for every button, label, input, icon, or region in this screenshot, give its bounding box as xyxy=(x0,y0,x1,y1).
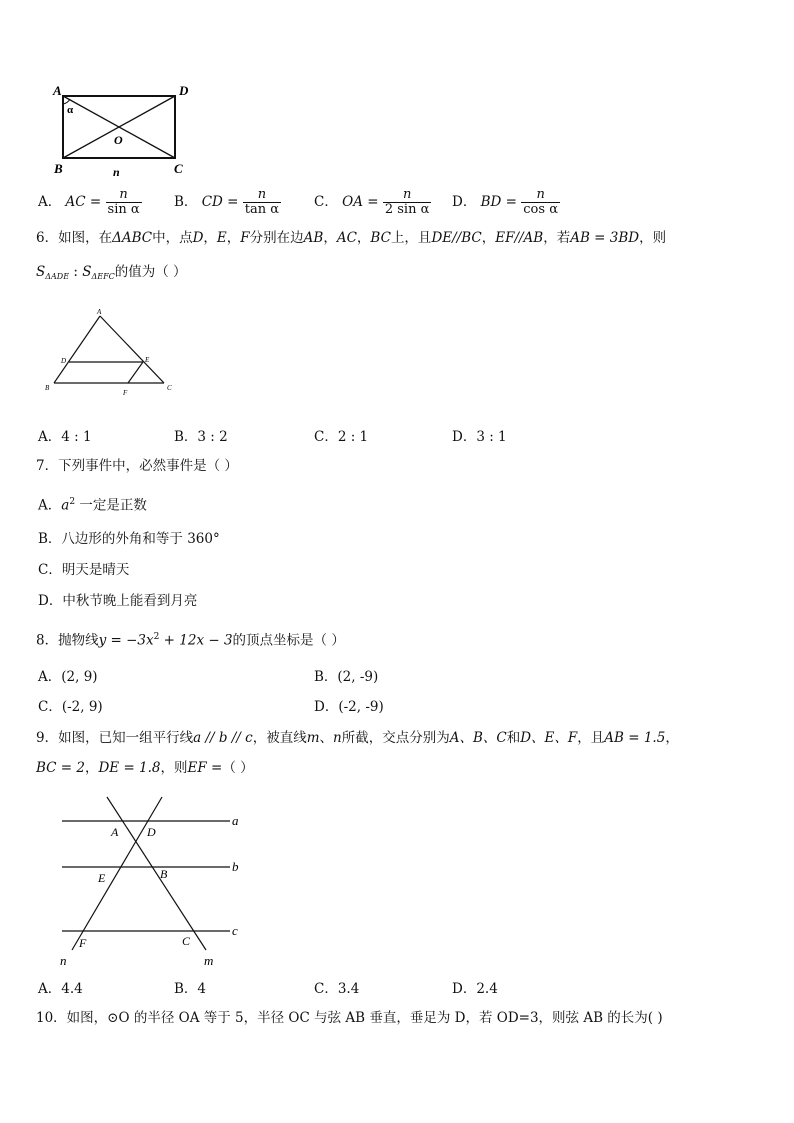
q5-option-b-lhs: CD = xyxy=(201,194,239,210)
q6-cond-de-bc: DE//BC xyxy=(431,230,482,246)
q6-label-E: E xyxy=(145,356,150,364)
q9-bc-value: BC = 2 xyxy=(36,760,85,776)
q5-option-b xyxy=(174,188,281,217)
q5-label-alpha: α xyxy=(67,104,74,116)
q9-line-m: m xyxy=(306,730,320,746)
q7-option-c: C．明天是晴天 xyxy=(38,562,130,578)
q6-side-bc: BC xyxy=(370,230,391,246)
q9-text-e: 和 xyxy=(506,730,521,746)
q6-option-d: D．3 : 1 xyxy=(452,429,507,445)
q6-comma1: ， xyxy=(203,230,217,246)
q6-comma2: ， xyxy=(226,230,241,246)
q6-cond-ef-ab: EF//AB xyxy=(495,230,544,246)
q9-option-b: B．4 xyxy=(174,981,207,997)
q9-label-D: D xyxy=(147,825,156,839)
q6-option-b: B．3 : 2 xyxy=(174,429,228,445)
q10-stem: 10．如图，⊙O 的半径 OA 等于 5，半径 OC 与弦 AB 垂直，垂足为 D，若 OD=3，则弦 AB 的长为( ) xyxy=(36,1010,663,1026)
q9-ef-expr: EF = xyxy=(187,760,223,776)
q8-option-d: D．(-2, -9) xyxy=(314,699,384,715)
q7-option-a-text: 一定是正数 xyxy=(75,497,147,514)
q5-option-d-fraction xyxy=(521,188,560,217)
q9-label-a: a xyxy=(232,813,239,828)
q6-label-D: D xyxy=(61,357,67,365)
q6-area-s1-sub: ΔADE xyxy=(45,272,70,281)
q9-text-i: ，则 xyxy=(160,760,188,776)
q5-option-a-lhs: AC = xyxy=(65,194,102,210)
q9-label-m: m xyxy=(204,953,214,968)
q9-label-F: F xyxy=(79,936,87,950)
q5-label-A: A xyxy=(53,83,62,98)
q9-option-c: C．3.4 xyxy=(314,981,360,997)
q9-text-b: ，被直线 xyxy=(252,730,307,746)
q5-option-a-fraction xyxy=(106,188,142,217)
q7-stem: 7．下列事件中，必然事件是（ ） xyxy=(36,458,238,474)
q9-label-c: c xyxy=(232,923,238,938)
q5-label-n: n xyxy=(113,165,120,179)
q6-cond-ab-3bd: AB = 3BD xyxy=(570,230,640,246)
q6-label-B: B xyxy=(45,384,50,392)
q6-text-d: 上，且 xyxy=(390,230,432,246)
q5-option-c-letter: C． xyxy=(314,194,338,210)
q7-option-d: D．中秋节晚上能看到月亮 xyxy=(38,593,198,609)
q9-points-abc: A、B、C xyxy=(449,730,507,746)
q5-rectangle-figure xyxy=(48,80,228,180)
q5-label-B: B xyxy=(54,161,63,176)
q5-option-d-letter: D． xyxy=(452,194,477,210)
q6-text-line2: 的值为（ ） xyxy=(114,264,187,280)
q5-option-d xyxy=(452,188,560,217)
q7-option-a-letter: A． xyxy=(38,497,62,514)
q8-equation-part2: + 12x − 3 xyxy=(159,632,233,649)
q6-point-f: F xyxy=(240,230,250,246)
q6-ratio-colon: : xyxy=(69,264,83,280)
q8-equation-exp: 2 xyxy=(153,632,160,642)
q5-option-b-letter: B． xyxy=(174,194,198,210)
q6-label-A: A xyxy=(97,308,102,316)
q9-label-b: b xyxy=(232,859,239,874)
q8-text-pre: 8．抛物线 xyxy=(36,632,99,649)
q9-parallel-lines-figure xyxy=(50,792,250,972)
q5-option-b-fraction xyxy=(243,188,281,217)
q5-option-a-num: n xyxy=(106,188,142,203)
q7-option-a-var: a xyxy=(61,497,70,514)
q6-stem-line1 xyxy=(36,229,666,247)
q8-equation-part1: y = −3x xyxy=(98,632,154,649)
q5-option-a-letter: A． xyxy=(38,194,62,210)
q6-point-e: E xyxy=(216,230,227,246)
q6-label-F: F xyxy=(123,389,128,397)
q9-points-def: D、E、F xyxy=(520,730,578,746)
q5-option-a xyxy=(38,188,142,217)
q8-option-b: B．(2, -9) xyxy=(314,669,379,685)
q6-label-C: C xyxy=(167,384,172,392)
q6-text-b: 中，点 xyxy=(152,230,193,246)
q6-stem-line2 xyxy=(36,263,187,286)
q5-option-d-den: cos α xyxy=(523,202,558,217)
q6-point-d: D xyxy=(192,230,204,246)
q5-option-a-den: sin α xyxy=(107,202,140,217)
q9-label-A: A xyxy=(111,825,119,839)
q6-comma3: ， xyxy=(323,230,337,246)
q6-text-c: 分别在边 xyxy=(249,230,304,246)
q9-line-n: n xyxy=(333,730,342,746)
q8-text-post: 的顶点坐标是（ ） xyxy=(232,632,345,649)
q9-text-d: 所截，交点分别为 xyxy=(341,730,450,746)
q7-option-a xyxy=(38,493,147,515)
q9-text-f: ，且 xyxy=(577,730,605,746)
q9-text-g: ， xyxy=(665,730,679,746)
q9-label-E: E xyxy=(98,871,106,885)
q6-side-ac: AC xyxy=(336,230,357,246)
q9-text-j: （ ） xyxy=(222,760,254,776)
q6-side-ab: AB xyxy=(303,230,324,246)
q6-triangle-figure xyxy=(40,306,185,401)
q9-option-a: A．4.4 xyxy=(38,981,83,997)
q6-option-a: A．4 : 1 xyxy=(38,429,92,445)
q8-option-c: C．(-2, 9) xyxy=(38,699,103,715)
q6-comma4: ， xyxy=(356,230,371,246)
q9-label-B: B xyxy=(160,867,168,881)
q7-option-a-exp: 2 xyxy=(69,497,76,507)
q6-text-a: 6．如图，在 xyxy=(36,230,113,246)
q5-option-c xyxy=(314,188,431,217)
q9-label-C: C xyxy=(182,934,191,948)
q6-area-s2: S xyxy=(82,264,92,280)
q9-stem-line1 xyxy=(36,729,679,747)
q6-triangle: ΔABC xyxy=(112,230,153,246)
q5-label-C: C xyxy=(174,161,183,176)
q5-option-c-den: 2 sin α xyxy=(384,202,430,217)
q8-stem xyxy=(36,628,345,650)
q9-text-a: 9．如图，已知一组平行线 xyxy=(36,730,194,746)
q9-ab-value: AB = 1.5 xyxy=(604,730,666,746)
q5-option-d-num: n xyxy=(521,188,560,203)
q5-label-O: O xyxy=(114,133,123,147)
q6-text-f: ，则 xyxy=(639,230,667,246)
q5-option-b-den: tan α xyxy=(244,202,280,217)
q6-comma5: ， xyxy=(481,230,496,246)
q8-option-a: A．(2, 9) xyxy=(38,669,98,685)
q6-area-s2-sub: ΔEFC xyxy=(91,272,115,281)
q9-de-value: DE = 1.8 xyxy=(98,760,161,776)
q6-area-s1: S xyxy=(36,264,46,280)
q5-option-c-fraction xyxy=(383,188,432,217)
q9-parallel-lines: a // b // c xyxy=(193,730,253,746)
q5-option-c-num: n xyxy=(383,188,432,203)
q9-label-n: n xyxy=(60,953,67,968)
q6-option-c: C．2 : 1 xyxy=(314,429,369,445)
q9-text-c: 、 xyxy=(319,730,334,746)
q7-option-b: B．八边形的外角和等于 360° xyxy=(38,531,220,547)
q9-stem-line2 xyxy=(36,759,254,777)
q9-text-h: ， xyxy=(84,760,99,776)
q6-text-e: ，若 xyxy=(543,230,571,246)
q5-option-c-lhs: OA = xyxy=(342,194,379,210)
q5-option-d-lhs: BD = xyxy=(480,194,517,210)
q5-option-b-num: n xyxy=(243,188,281,203)
q5-label-D: D xyxy=(179,83,189,98)
q9-option-d: D．2.4 xyxy=(452,981,498,997)
